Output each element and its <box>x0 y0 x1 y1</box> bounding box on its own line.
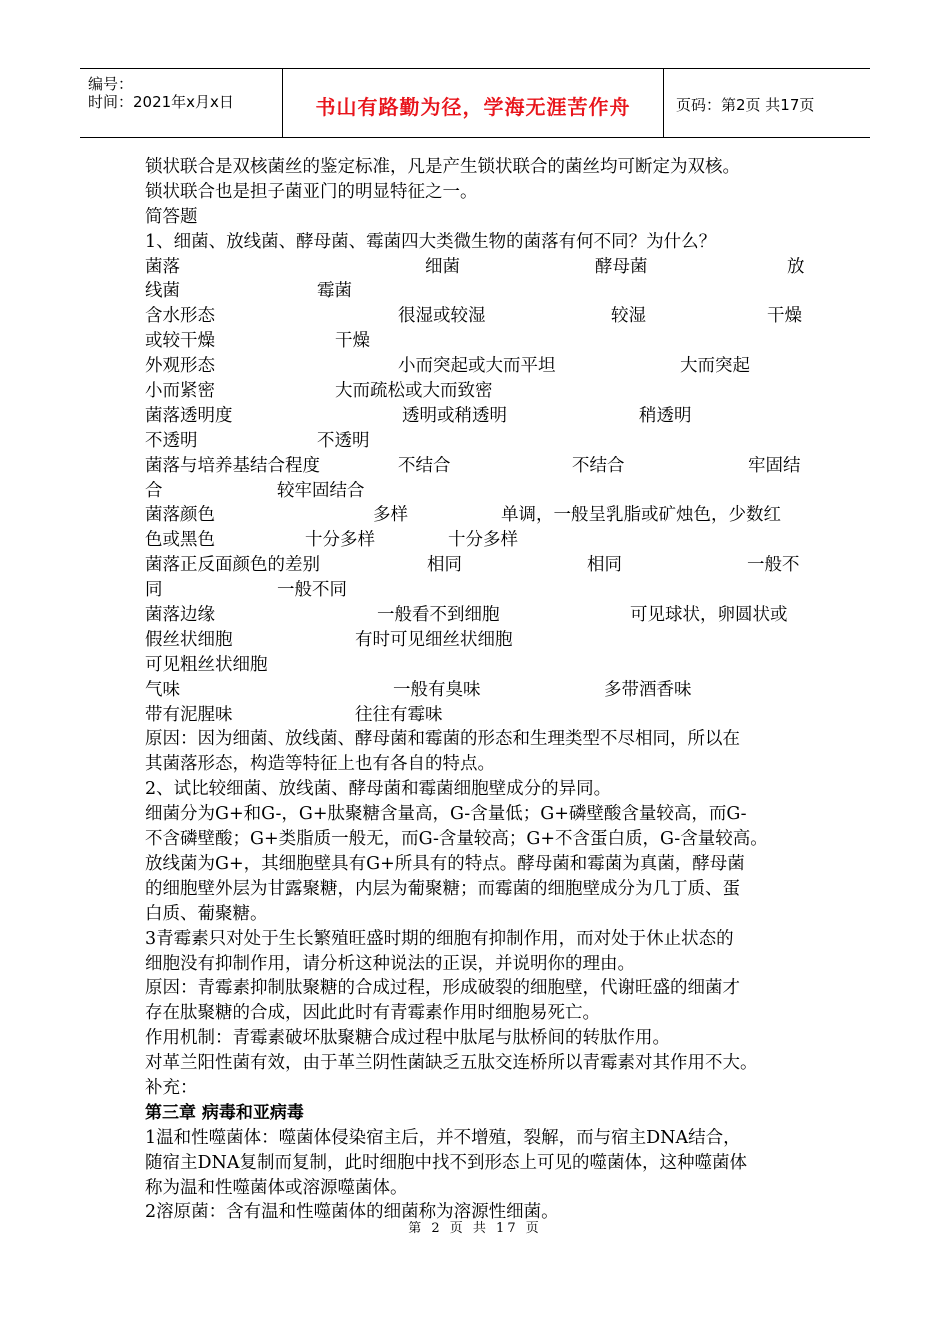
text-segment: 气味 <box>145 679 180 700</box>
text-segment: 1温和性噬菌体：噬菌体侵染宿主后，并不增殖，裂解，而与宿主DNA结合， <box>145 1127 741 1148</box>
text-line <box>145 528 815 553</box>
text-line <box>145 503 815 528</box>
text-line <box>145 703 815 728</box>
text-segment: 含水形态 <box>145 306 215 327</box>
text-line <box>145 304 815 329</box>
text-line <box>145 902 815 927</box>
text-line <box>145 952 815 977</box>
text-segment: 多带酒香味 <box>604 679 692 700</box>
text-line <box>145 429 815 454</box>
text-segment: 放 <box>787 256 805 277</box>
text-segment: 单调，一般呈乳脂或矿烛色，少数红 <box>501 505 781 526</box>
text-segment: 作用机制：青霉素破坏肽聚糖合成过程中肽尾与肽桥间的转肽作用。 <box>145 1028 670 1049</box>
text-segment: 干燥 <box>335 331 370 352</box>
text-line <box>145 877 815 902</box>
document-number-label: 编号： <box>88 75 134 93</box>
header-info-cell <box>80 69 283 137</box>
text-line <box>145 379 815 404</box>
text-segment: 称为温和性噬菌体或溶源噬菌体。 <box>145 1177 408 1198</box>
text-segment: 多样 <box>373 505 408 526</box>
text-segment: 存在肽聚糖的合成，因此此时有青霉素作用时细胞易死亡。 <box>145 1003 600 1024</box>
text-segment: 带有泥腥味 <box>145 704 233 725</box>
text-segment: 小而紧密 <box>145 381 215 402</box>
text-line <box>145 1001 815 1026</box>
header-motto-cell <box>283 69 664 137</box>
text-line <box>145 279 815 304</box>
text-line <box>145 1126 815 1151</box>
text-segment: 相同 <box>427 555 462 576</box>
text-line <box>145 255 815 280</box>
text-line <box>145 628 815 653</box>
text-segment: 线菌 <box>145 281 180 302</box>
text-line <box>145 653 815 678</box>
text-segment: 第三章 病毒和亚病毒 <box>145 1102 304 1123</box>
text-segment: 十分多样 <box>305 530 375 551</box>
text-segment: 不透明 <box>145 430 198 451</box>
text-segment: 菌落正反面颜色的差别 <box>145 555 320 576</box>
text-segment: 可见球状，卵圆状或 <box>630 605 788 626</box>
text-segment: 3青霉素只对处于生长繁殖旺盛时期的细胞有抑制作用，而对处于休止状态的 <box>145 928 734 949</box>
text-line <box>145 1176 815 1201</box>
text-segment: 不结合 <box>572 455 625 476</box>
text-line <box>145 155 815 180</box>
text-line <box>145 603 815 628</box>
text-segment: 霉菌 <box>317 281 352 302</box>
text-segment: 外观形态 <box>145 356 215 377</box>
text-line <box>145 752 815 777</box>
text-line <box>145 553 815 578</box>
text-segment: 同 <box>145 580 163 601</box>
text-line <box>145 976 815 1001</box>
text-segment: 补充： <box>145 1077 198 1098</box>
text-segment: 大而突起 <box>680 356 750 377</box>
text-line <box>145 205 815 230</box>
text-line <box>145 727 815 752</box>
page-header <box>80 68 870 138</box>
text-segment: 相同 <box>587 555 622 576</box>
text-segment: 菌落 <box>145 256 180 277</box>
text-segment: 锁状联合也是担子菌亚门的明显特征之一。 <box>145 181 478 202</box>
text-segment: 细胞没有抑制作用，请分析这种说法的正误，并说明你的理由。 <box>145 953 635 974</box>
text-segment: 牢固结 <box>748 455 801 476</box>
text-segment: 菌落与培养基结合程度 <box>145 455 320 476</box>
text-segment: 假丝状细胞 <box>145 629 233 650</box>
text-segment: 一般不 <box>747 555 800 576</box>
text-segment: 对革兰阳性菌有效，由于革兰阴性菌缺乏五肽交连桥所以青霉素对其作用不大。 <box>145 1053 758 1074</box>
text-segment: 白质、葡聚糖。 <box>145 903 268 924</box>
text-segment: 放线菌为G+，其细胞壁具有G+所具有的特点。酵母菌和霉菌为真菌，酵母菌 <box>145 853 745 874</box>
text-segment: 色或黑色 <box>145 530 215 551</box>
text-segment: 菌落透明度 <box>145 405 233 426</box>
text-segment: 稍透明 <box>639 405 692 426</box>
text-segment: 或较干燥 <box>145 331 215 352</box>
text-segment: 简答题 <box>145 206 198 227</box>
text-segment: 大而疏松或大而致密 <box>335 381 493 402</box>
text-line <box>145 802 815 827</box>
text-segment: 干燥 <box>767 306 802 327</box>
text-line <box>145 454 815 479</box>
text-segment: 1、细菌、放线菌、酵母菌、霉菌四大类微生物的菌落有何不同？为什么？ <box>145 231 717 252</box>
text-line <box>145 329 815 354</box>
text-line <box>145 578 815 603</box>
text-segment: 2、试比较细菌、放线菌、酵母菌和霉菌细胞壁成分的异同。 <box>145 779 612 800</box>
text-segment: 细菌分为G+和G-，G+肽聚糖含量高，G-含量低；G+磷壁酸含量较高，而G- <box>145 804 747 825</box>
text-line <box>145 1076 815 1101</box>
text-line <box>145 678 815 703</box>
text-segment: 往往有霉味 <box>355 704 443 725</box>
text-segment: 不结合 <box>398 455 451 476</box>
page-footer: 第 2 页 共 17 页 <box>408 1221 542 1236</box>
text-segment: 的细胞壁外层为甘露聚糖，内层为葡聚糖；而霉菌的细胞壁成分为几丁质、蛋 <box>145 878 740 899</box>
document-date-label: 时间：2021年x月x日 <box>88 93 234 111</box>
page-code: 页码：第2页 共17页 <box>676 96 815 114</box>
text-segment: 原因：因为细菌、放线菌、酵母菌和霉菌的形态和生理类型不尽相同，所以在 <box>145 729 740 750</box>
text-line <box>145 827 815 852</box>
text-segment: 锁状联合是双核菌丝的鉴定标准，凡是产生锁状联合的菌丝均可断定为双核。 <box>145 157 740 177</box>
text-line <box>145 1051 815 1076</box>
text-line <box>145 1151 815 1176</box>
text-segment: 随宿主DNA复制而复制，此时细胞中找不到形态上可见的噬菌体，这种噬菌体 <box>145 1152 747 1173</box>
text-segment: 2溶原菌：含有温和性噬菌体的细菌称为溶源性细菌。 <box>145 1202 559 1223</box>
text-segment: 小而突起或大而平坦 <box>398 356 556 377</box>
text-segment: 菌落边缘 <box>145 605 215 626</box>
motto-text: 书山有路勤为径，学海无涯苦作舟 <box>315 95 631 119</box>
text-segment: 透明或稍透明 <box>402 405 507 426</box>
text-segment: 十分多样 <box>448 530 518 551</box>
text-line <box>145 852 815 877</box>
text-line <box>145 354 815 379</box>
document-body <box>145 155 815 1225</box>
text-line <box>145 777 815 802</box>
text-segment: 不含磷壁酸；G+类脂质一般无，而G-含量较高；G+不含蛋白质，G-含量较高。 <box>145 829 768 850</box>
text-segment: 一般不同 <box>277 580 347 601</box>
text-line <box>145 1026 815 1051</box>
text-line <box>145 479 815 504</box>
text-segment: 合 <box>145 480 163 501</box>
text-line <box>145 230 815 255</box>
text-segment: 细菌 <box>425 256 460 277</box>
text-line <box>145 180 815 205</box>
text-segment: 原因：青霉素抑制肽聚糖的合成过程，形成破裂的细胞壁，代谢旺盛的细菌才 <box>145 978 740 999</box>
text-segment: 菌落颜色 <box>145 505 215 526</box>
text-segment: 不透明 <box>317 430 370 451</box>
text-segment: 很湿或较湿 <box>398 306 486 327</box>
text-segment: 酵母菌 <box>595 256 648 277</box>
text-segment: 可见粗丝状细胞 <box>145 654 268 675</box>
text-segment: 一般有臭味 <box>393 679 481 700</box>
text-line <box>145 404 815 429</box>
text-segment: 有时可见细丝状细胞 <box>355 629 513 650</box>
text-segment: 一般看不到细胞 <box>377 605 500 626</box>
text-segment: 较牢固结合 <box>277 480 365 501</box>
text-line <box>145 927 815 952</box>
header-page-cell <box>664 69 870 137</box>
text-segment: 较湿 <box>611 306 646 327</box>
text-segment: 其菌落形态，构造等特征上也有各自的特点。 <box>145 754 495 775</box>
chapter-heading <box>145 1101 815 1126</box>
